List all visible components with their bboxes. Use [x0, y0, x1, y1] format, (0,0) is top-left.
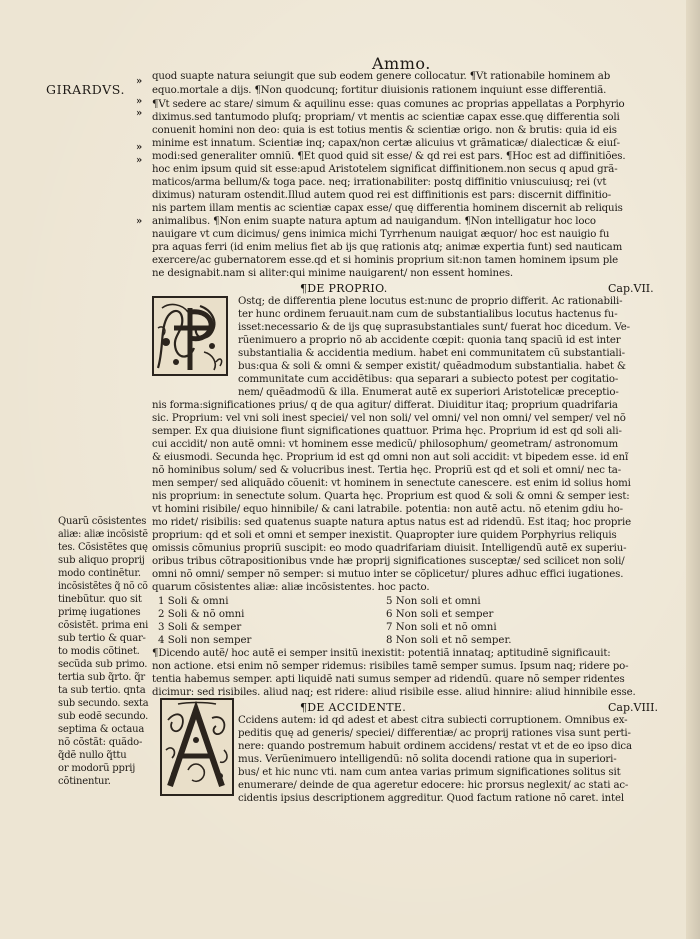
decorated-initial-a-icon: [160, 698, 234, 796]
list-item: 1 Soli & omni: [158, 596, 229, 607]
list-item: 5 Non soli et omni: [386, 596, 481, 607]
text-line: mo ridet/ risibilis: sed quatenus suapte natura aptus natus est ad ridendũ. Est itaq; hoc proprie: [152, 517, 631, 528]
text-line: ¶Vt sedere ac stare/ simum & aquilinu esse: quas comunes ac proprias appellatas a Porphyrio: [152, 99, 625, 110]
text-line: communitate cum accidẽtibus: qua separari a subiecto potest per cogitatio-: [238, 374, 619, 385]
quote-mark: »: [136, 216, 143, 227]
running-head: Ammo.: [372, 54, 431, 73]
text-line: cidentis ipsius descriptionem aggreditur. Quod factum ratione nõ caret. intel: [238, 793, 624, 804]
text-line: men semper/ sed aliquãdo cõuenit: vt hominem in senectute canescere. est enim id solius homi: [152, 478, 631, 489]
text-line: bus:qua & soli & omni & semper existit/ quẽadmodum substantialia. habet &: [238, 361, 626, 372]
text-line: nõ hominibus solum/ sed & volucribus inest. Tertia hęc. Propriũ est qd et soli et omni/ nec ta-: [152, 465, 622, 476]
text-line: ne designabit.nam si aliter:qui minime nauigarent/ non essent homines.: [152, 268, 513, 279]
margin-line: sub aliquo proprij: [58, 555, 145, 566]
quote-mark: »: [136, 76, 143, 87]
text-line: enumerare/ deinde de qua ageretur edocere: hic prorsus neglexit/ ac stati ac-: [238, 780, 629, 791]
text-line: vt homini risibile/ equo hinnibile/ & cani latrabile. potentia: non autẽ actu. nõ etenim gdiu ho-: [152, 504, 623, 515]
text-line: hoc enim ipsum quid sit esse:apud Aristotelem significat diffinitionem.non secus q apud grã-: [152, 164, 618, 175]
text-line: peditis quę ad generis/ speciei/ differentiæ/ ac proprij rationes visa sunt perti-: [238, 728, 631, 739]
quote-mark: »: [136, 96, 143, 107]
margin-line: q̃dẽ nullo q̃ttu: [58, 750, 127, 761]
margin-line: sub eodẽ secundo.: [58, 711, 149, 722]
margin-line: tertia sub q̃rto. q̃r: [58, 672, 146, 683]
margin-line: aliæ: aliæ incõsistẽ: [58, 529, 148, 540]
chapter-number: Cap.VIII.: [608, 701, 658, 714]
margin-line: nõ cõstãt: quãdo-: [58, 737, 143, 748]
text-line: dicimur: sed risibiles. aliud naq; est ridere: aliud risibile esse. aliud hinnire: aliud hinnibile esse.: [152, 687, 636, 698]
margin-line: or modorũ pprij: [58, 763, 136, 774]
margin-line: modo continẽtur.: [58, 568, 141, 579]
list-item: 8 Non soli et nõ semper.: [386, 635, 512, 646]
margin-line: incõsistẽtes q̃ nõ cõ: [58, 581, 148, 592]
list-item: 3 Soli & semper: [158, 622, 242, 633]
list-item: 2 Soli & nõ omni: [158, 609, 245, 620]
quote-mark: »: [136, 108, 143, 119]
text-line: sic. Proprium: vel vni soli inest speciei/ vel non soli/ vel omni/ vel non omni/ vel semper/ vel nõ: [152, 413, 626, 424]
margin-line: Quarũ cõsistentes: [58, 516, 147, 527]
quote-mark: »: [136, 155, 143, 166]
text-line: animalibus. ¶Non enim suapte natura aptum ad nauigandum. ¶Non intelligatur hoc loco: [152, 216, 596, 227]
text-line: omni nõ omni/ semper nõ semper: si mutuo inter se cõplicetur/ plures adhuc effici iugationes.: [152, 569, 624, 580]
text-line: nere: quando postremum habuit ordinem accidens/ restat vt et de eo ipso dica: [238, 741, 632, 752]
author-name: GIRARDVS.: [46, 82, 126, 97]
text-line: tentia habemus semper. apti liquidẽ nati sumus semper ad ridendũ. quare nõ semper ridentes: [152, 674, 625, 685]
text-line: & eiusmodi. Secunda hęc. Proprium id est qd omni non aut soli accidit: vt bipedem esse. id enĩ: [152, 452, 629, 463]
text-line: quod suapte natura seiungit que sub eodem genere collocatur. ¶Vt rationabile hominem ab: [152, 71, 611, 82]
quote-mark: »: [136, 142, 143, 153]
margin-line: to modis cõtinet.: [58, 646, 140, 657]
text-line: minime est innatum. Scientiæ inq; capax/non certæ alicuius vt grãmaticæ/ dialecticæ & eiuſ-: [152, 138, 620, 149]
text-line: substantialia & accidentia medium. habet eni communitatem cũ substantiali-: [238, 348, 625, 359]
margin-line: septima & octaua: [58, 724, 145, 735]
chapter-number: Cap.VII.: [608, 282, 654, 295]
section-heading-de-accidente: ¶DE ACCIDENTE.: [300, 701, 407, 714]
text-line: diximus.sed tantumodo pluſq; propriam/ vt mentis ac scientiæ capax esse.quę differentia soli: [152, 112, 620, 123]
list-item: 6 Non soli et semper: [386, 609, 494, 620]
text-line: cui accidit/ non autẽ omni: vt hominem esse medicũ/ philosophum/ geometram/ astronomum: [152, 439, 619, 450]
text-line: pra aquas ferri (id enim melius fiet ab ijs quę rationis atq; animæ expertia funt) sed nauticam: [152, 242, 623, 253]
text-line: exercere/ac gubernatorem esse.qd et si hominis proprium sit:non tamen hominem ipsum ple: [152, 255, 619, 266]
page-edge: [686, 0, 700, 939]
decorated-initial-p-icon: [152, 296, 228, 376]
text-line: oribus tribus cõtrapositionibus vnde hæ proprij significationes susceptæ/ sed scilicet non soli/: [152, 556, 625, 567]
margin-line: cõtinentur.: [58, 776, 111, 787]
text-line: Ostq; de differentia plene locutus est:nunc de proprio differit. Ac rationabili-: [238, 296, 623, 307]
text-line: ter hunc ordinem feruauit.nam cum de substantialibus locutus hactenus fu-: [238, 309, 618, 320]
margin-line: sub secundo. sexta: [58, 698, 149, 709]
text-line: proprium: qd et soli et omni et semper inexistit. Quapropter iure quidem Porphyrius reliquis: [152, 530, 617, 541]
margin-line: sub tertio & quar-: [58, 633, 146, 644]
margin-line: ta sub tertio. qnta: [58, 685, 146, 696]
text-line: Ccidens autem: id qd adest et abest citra subiecti corruptionem. Omnibus ex-: [238, 715, 628, 726]
text-line: nis partem illam mentis ac scientiæ capax esse/ quę differentia hominem discernit ab reliquis: [152, 203, 623, 214]
margin-line: tinebũtur. quo sit: [58, 594, 142, 605]
text-line: nem/ quẽadmodũ & illa. Enumerat autẽ ex superiori Aristotelicæ preceptio-: [238, 387, 619, 398]
section-heading-de-proprio: ¶DE PROPRIO.: [300, 282, 388, 295]
text-line: mus. Verũenimuero intelligendũ: nõ solita docendi ratione qua in superiori-: [238, 754, 617, 765]
text-line: conuenit homini non deo: quia is est totius mentis & scientiæ origo. non & brutis: quia id eis: [152, 125, 617, 136]
margin-line: secũda sub primo.: [58, 659, 148, 670]
text-line: bus/ et hic nunc vti. nam cum antea varias primum significationes solitus sit: [238, 767, 621, 778]
text-line: semper. Ex qua diuisione fiunt significationes quattuor. Prima hęc. Proprium id est qd soli ali-: [152, 426, 622, 437]
text-line: modi:sed generaliter omniũ. ¶Et quod quid sit esse/ & qd rei est pars. ¶Hoc est ad diffinitiões.: [152, 151, 626, 162]
margin-line: tes. Cõsistẽtes quę: [58, 542, 148, 553]
text-line: rũenimuero a proprio nõ ab accidente cœpit: quonia tanq spaciũ id est inter: [238, 335, 621, 346]
list-item: 4 Soli non semper: [158, 635, 252, 646]
text-line: omissis cõmunius propriũ suscipit: eo modo quadrifariam diuisit. Intelligendũ autẽ ex superiu-: [152, 543, 627, 554]
text-line: nis proprium: in senectute solum. Quarta hęc. Proprium est quod & soli & omni & semper iest:: [152, 491, 630, 502]
text-line: ¶Dicendo autẽ/ hoc autẽ ei semper insitũ inexistit: potentiã innataq; aptitudinẽ significauit:: [152, 648, 611, 659]
text-line: quarum cõsistentes aliæ: aliæ incõsistentes. hoc pacto.: [152, 582, 430, 593]
text-line: nis forma:significationes prius/ q de qua agitur/ differat. Diuiditur itaq; proprium quadrifaria: [152, 400, 618, 411]
text-line: nauigare vt cum dicimus/ gens inimica michi Tyrrhenum nauigat æquor/ hoc est nauigio fu: [152, 229, 610, 240]
text-line: diximus) naturam ostendit.Illud autem quod rei est diffinitionis est pars: discernit diffinitio-: [152, 190, 612, 201]
text-line: maticos/arma bellum/& toga pace. neq; irrationabiliter: postq diffinitio vniuscuiusq; rei (vt: [152, 177, 607, 188]
margin-line: cõsistẽt. prima eni: [58, 620, 149, 631]
list-item: 7 Non soli et nõ omni: [386, 622, 497, 633]
margin-line: primę iugationes: [58, 607, 141, 618]
text-line: non actione. etsi enim nõ semper ridemus: risibiles tamẽ semper sumus. Ipsum naq; ridere po-: [152, 661, 629, 672]
text-line: equo.mortale a dijs. ¶Non quodcunq; fortitur diuisionis rationem inquiunt esse differentiã.: [152, 85, 607, 96]
text-line: isset:necessario & de ijs quę suprasubstantiales sunt/ fuerat hoc dicedum. Ve-: [238, 322, 630, 333]
